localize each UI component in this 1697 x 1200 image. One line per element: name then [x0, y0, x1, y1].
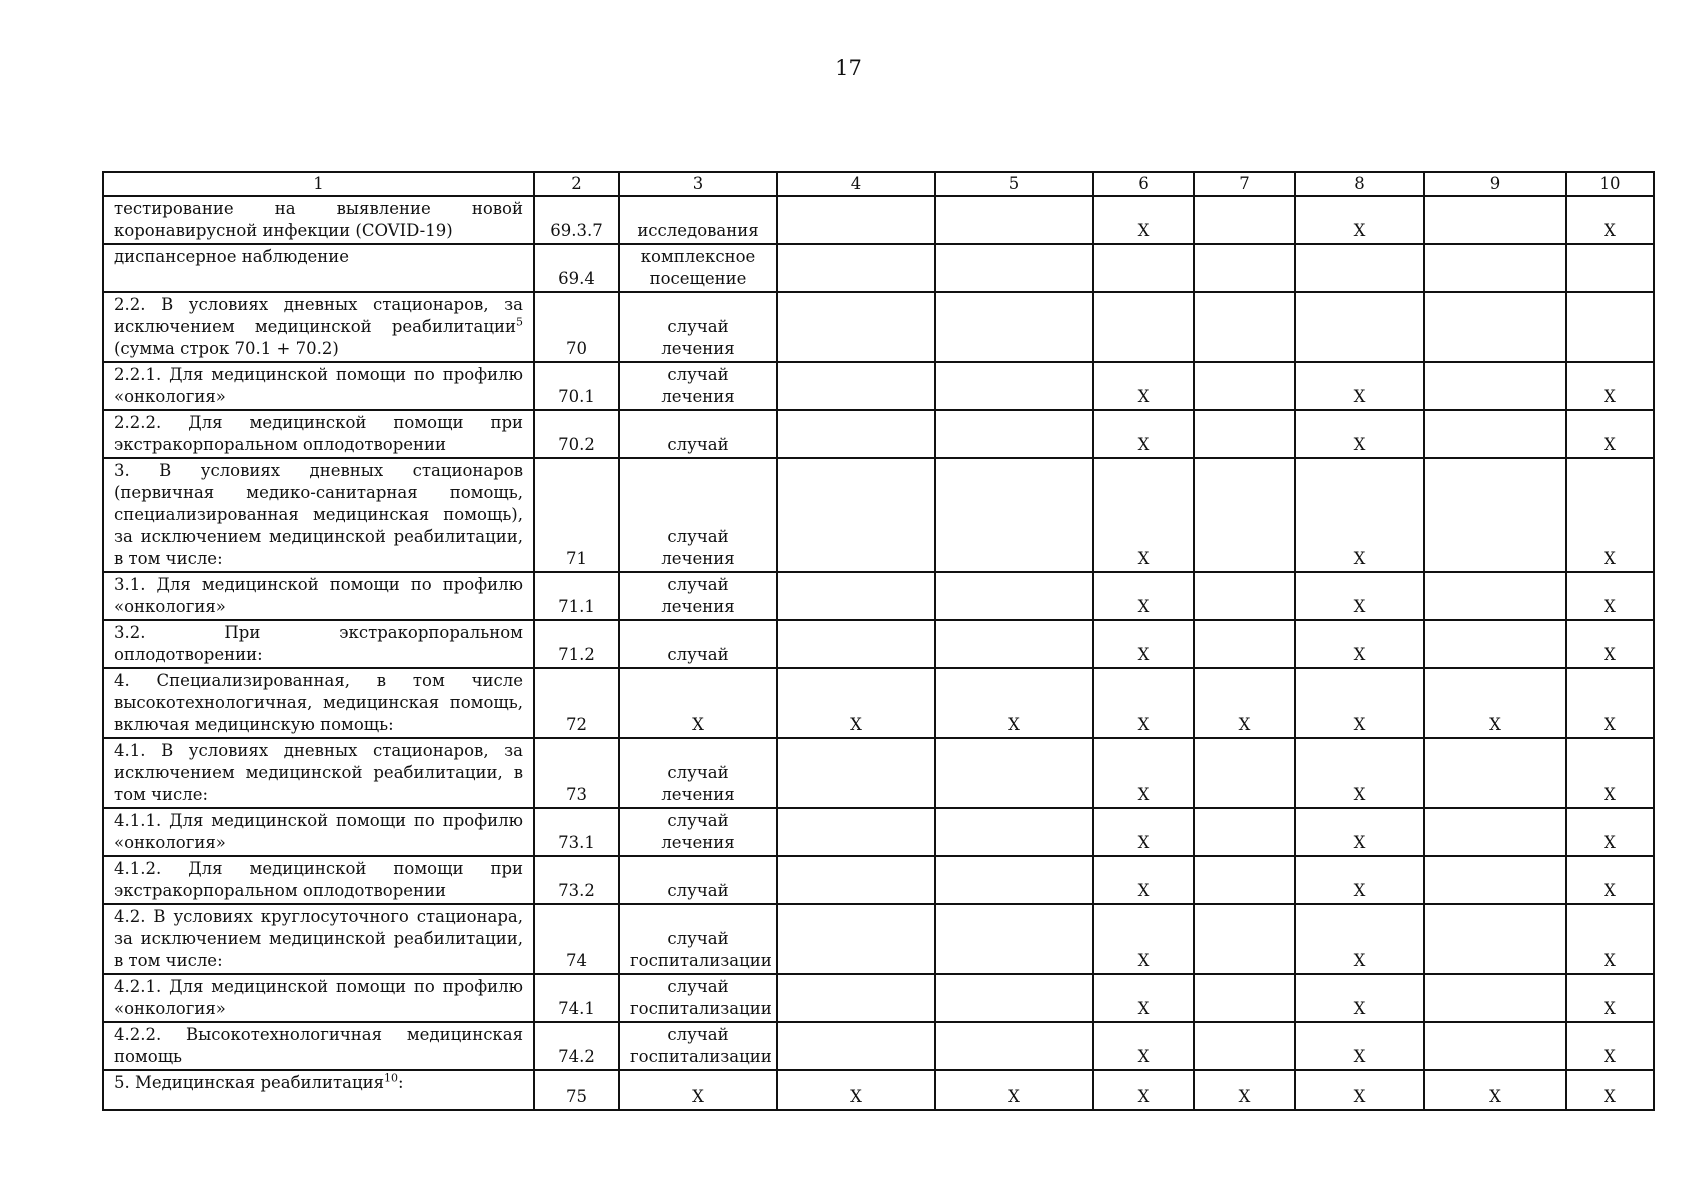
- row-name: 3.1. Для медицинской помощи по профилю «онкология»: [114, 575, 523, 616]
- cell-col-10: X: [1566, 458, 1654, 572]
- cell-col-4: [777, 974, 935, 1022]
- row-name-cell: [103, 362, 534, 410]
- column-header: 10: [1566, 172, 1654, 196]
- table-row: [103, 458, 1654, 572]
- cell-col-5: [935, 196, 1093, 244]
- row-name: 2.2. В условиях дневных стационаров, за исключением медицинской реабилитации: [114, 295, 523, 336]
- cell-col-10: X: [1566, 1022, 1654, 1070]
- cell-col-8: X: [1295, 904, 1424, 974]
- cell-col-5: [935, 974, 1093, 1022]
- cell-col-5: [935, 738, 1093, 808]
- row-code: 70: [534, 292, 619, 362]
- cell-col-7: [1194, 362, 1295, 410]
- cell-col-7: [1194, 196, 1295, 244]
- row-unit: комплексное посещение: [619, 244, 777, 292]
- row-name-cell: [103, 196, 534, 244]
- cell-col-5: [935, 1022, 1093, 1070]
- cell-col-4: X: [777, 668, 935, 738]
- cell-col-8: X: [1295, 1022, 1424, 1070]
- cell-col-4: [777, 572, 935, 620]
- row-name: 3.2. При экстракорпоральном оплодотворении:: [114, 623, 523, 664]
- cell-col-9: [1424, 362, 1566, 410]
- row-name-cell: [103, 738, 534, 808]
- row-unit: случай лечения: [619, 808, 777, 856]
- cell-col-6: X: [1093, 808, 1194, 856]
- column-header: 8: [1295, 172, 1424, 196]
- row-name-cell: [103, 668, 534, 738]
- cell-col-6: X: [1093, 856, 1194, 904]
- cell-col-7: [1194, 244, 1295, 292]
- cell-col-5: [935, 856, 1093, 904]
- cell-col-7: [1194, 458, 1295, 572]
- row-unit: X: [619, 1070, 777, 1110]
- cell-col-6: X: [1093, 1022, 1194, 1070]
- row-unit: случай: [619, 856, 777, 904]
- cell-col-9: [1424, 620, 1566, 668]
- row-unit: случай лечения: [619, 458, 777, 572]
- column-header: 3: [619, 172, 777, 196]
- cell-col-10: X: [1566, 196, 1654, 244]
- row-name: 4.2. В условиях круглосуточного стационара, за исключением медицинской реабилитации, в том числе:: [114, 907, 523, 970]
- cell-col-10: [1566, 292, 1654, 362]
- cell-col-9: [1424, 196, 1566, 244]
- table-row: [103, 1070, 1654, 1110]
- cell-col-6: X: [1093, 196, 1194, 244]
- cell-col-8: X: [1295, 1070, 1424, 1110]
- cell-col-7: X: [1194, 668, 1295, 738]
- row-name-cell: [103, 904, 534, 974]
- cell-col-9: X: [1424, 1070, 1566, 1110]
- cell-col-7: [1194, 738, 1295, 808]
- cell-col-7: [1194, 856, 1295, 904]
- cell-col-9: [1424, 410, 1566, 458]
- row-name: 4.2.1. Для медицинской помощи по профилю «онкология»: [114, 977, 523, 1018]
- row-name: 3. В условиях дневных стационаров (первичная медико-санитарная помощь, специализированная медицинская помощь), за исключением медицинской реабилитации, в том числе:: [114, 461, 523, 568]
- cell-col-9: X: [1424, 668, 1566, 738]
- cell-col-10: X: [1566, 856, 1654, 904]
- row-code: 73.2: [534, 856, 619, 904]
- cell-col-6: [1093, 292, 1194, 362]
- cell-col-10: X: [1566, 668, 1654, 738]
- cell-col-8: X: [1295, 738, 1424, 808]
- cell-col-10: X: [1566, 620, 1654, 668]
- cell-col-8: X: [1295, 856, 1424, 904]
- cell-col-7: [1194, 974, 1295, 1022]
- cell-col-7: [1194, 904, 1295, 974]
- cell-col-9: [1424, 458, 1566, 572]
- cell-col-6: X: [1093, 668, 1194, 738]
- row-unit: случай лечения: [619, 292, 777, 362]
- cell-col-6: X: [1093, 904, 1194, 974]
- cell-col-4: [777, 410, 935, 458]
- cell-col-8: X: [1295, 808, 1424, 856]
- row-unit: случай лечения: [619, 572, 777, 620]
- row-name: 4.1. В условиях дневных стационаров, за исключением медицинской реабилитации, в том числе:: [114, 741, 523, 804]
- row-name-cell: [103, 974, 534, 1022]
- row-unit: случай: [619, 620, 777, 668]
- cell-col-4: [777, 1022, 935, 1070]
- cell-col-4: [777, 292, 935, 362]
- row-name: диспансерное наблюдение: [114, 247, 350, 266]
- cell-col-7: [1194, 620, 1295, 668]
- cell-col-9: [1424, 856, 1566, 904]
- cell-col-4: [777, 362, 935, 410]
- table-row: [103, 244, 1654, 292]
- cell-col-8: X: [1295, 572, 1424, 620]
- cell-col-6: X: [1093, 1070, 1194, 1110]
- table-row: [103, 668, 1654, 738]
- cell-col-5: X: [935, 668, 1093, 738]
- cell-col-8: X: [1295, 362, 1424, 410]
- row-unit: X: [619, 668, 777, 738]
- row-unit: случай госпитализации: [619, 974, 777, 1022]
- row-name: тестирование на выявление новой коронавирусной инфекции (COVID-19): [114, 199, 523, 240]
- row-name-cell: [103, 244, 534, 292]
- row-code: 70.1: [534, 362, 619, 410]
- table-row: [103, 362, 1654, 410]
- column-header: 4: [777, 172, 935, 196]
- row-code: 71.2: [534, 620, 619, 668]
- cell-col-9: [1424, 974, 1566, 1022]
- cell-col-7: [1194, 292, 1295, 362]
- row-unit: случай лечения: [619, 738, 777, 808]
- cell-col-4: [777, 620, 935, 668]
- cell-col-8: [1295, 292, 1424, 362]
- table-row: [103, 856, 1654, 904]
- row-name-cell: [103, 856, 534, 904]
- cell-col-4: [777, 856, 935, 904]
- cell-col-4: [777, 244, 935, 292]
- row-code: 69.3.7: [534, 196, 619, 244]
- header-row: [103, 172, 1654, 196]
- page-number: 17: [835, 56, 862, 80]
- table-row: [103, 738, 1654, 808]
- row-code: 72: [534, 668, 619, 738]
- table-row: [103, 196, 1654, 244]
- footnote-marker: 5: [516, 315, 523, 329]
- cell-col-8: X: [1295, 458, 1424, 572]
- table-row: [103, 1022, 1654, 1070]
- cell-col-6: X: [1093, 362, 1194, 410]
- cell-col-10: X: [1566, 572, 1654, 620]
- cell-col-5: [935, 904, 1093, 974]
- row-name: 2.2.1. Для медицинской помощи по профилю «онкология»: [114, 365, 523, 406]
- cell-col-8: X: [1295, 974, 1424, 1022]
- row-code: 73: [534, 738, 619, 808]
- cell-col-7: X: [1194, 1070, 1295, 1110]
- cell-col-5: X: [935, 1070, 1093, 1110]
- cell-col-8: X: [1295, 620, 1424, 668]
- column-header: 9: [1424, 172, 1566, 196]
- cell-col-10: X: [1566, 808, 1654, 856]
- cell-col-9: [1424, 244, 1566, 292]
- row-name-cell: [103, 292, 534, 362]
- row-code: 74: [534, 904, 619, 974]
- cell-col-6: X: [1093, 974, 1194, 1022]
- cell-col-10: X: [1566, 410, 1654, 458]
- row-unit: случай госпитализации: [619, 904, 777, 974]
- cell-col-9: [1424, 904, 1566, 974]
- row-name-cell: [103, 1022, 534, 1070]
- cell-col-10: X: [1566, 738, 1654, 808]
- row-code: 74.2: [534, 1022, 619, 1070]
- cell-col-8: [1295, 244, 1424, 292]
- row-code: 71.1: [534, 572, 619, 620]
- cell-col-8: X: [1295, 410, 1424, 458]
- cell-col-4: X: [777, 1070, 935, 1110]
- cell-col-10: X: [1566, 904, 1654, 974]
- row-name-tail: (сумма строк 70.1 + 70.2): [114, 339, 339, 358]
- cell-col-5: [935, 292, 1093, 362]
- cell-col-5: [935, 458, 1093, 572]
- row-code: 70.2: [534, 410, 619, 458]
- cell-col-9: [1424, 572, 1566, 620]
- row-code: 73.1: [534, 808, 619, 856]
- row-unit: случай лечения: [619, 362, 777, 410]
- row-name: 4.1.2. Для медицинской помощи при экстракорпоральном оплодотворении: [114, 859, 523, 900]
- row-name: 2.2.2. Для медицинской помощи при экстракорпоральном оплодотворении: [114, 413, 523, 454]
- row-code: 69.4: [534, 244, 619, 292]
- cell-col-7: [1194, 808, 1295, 856]
- table-row: [103, 620, 1654, 668]
- cell-col-6: X: [1093, 738, 1194, 808]
- cell-col-6: [1093, 244, 1194, 292]
- row-name-cell: [103, 620, 534, 668]
- table-row: [103, 808, 1654, 856]
- row-code: 75: [534, 1070, 619, 1110]
- cell-col-7: [1194, 410, 1295, 458]
- table-row: [103, 410, 1654, 458]
- row-name: 4.2.2. Высокотехнологичная медицинская помощь: [114, 1025, 523, 1066]
- cell-col-10: X: [1566, 1070, 1654, 1110]
- cell-col-10: X: [1566, 974, 1654, 1022]
- cell-col-10: X: [1566, 362, 1654, 410]
- cell-col-6: X: [1093, 410, 1194, 458]
- cell-col-5: [935, 362, 1093, 410]
- row-name-cell: [103, 808, 534, 856]
- row-unit: случай: [619, 410, 777, 458]
- column-header: 5: [935, 172, 1093, 196]
- table-row: [103, 974, 1654, 1022]
- cell-col-4: [777, 738, 935, 808]
- footnote-marker: 10: [384, 1071, 399, 1085]
- cell-col-5: [935, 410, 1093, 458]
- cell-col-7: [1194, 1022, 1295, 1070]
- row-name-tail: :: [398, 1073, 404, 1092]
- row-name-cell: [103, 572, 534, 620]
- cell-col-5: [935, 620, 1093, 668]
- row-name: 5. Медицинская реабилитация: [114, 1073, 385, 1092]
- column-header: 2: [534, 172, 619, 196]
- row-unit: исследования: [619, 196, 777, 244]
- cell-col-4: [777, 904, 935, 974]
- cell-col-7: [1194, 572, 1295, 620]
- cell-col-4: [777, 458, 935, 572]
- cell-col-8: X: [1295, 668, 1424, 738]
- row-name-cell: [103, 1070, 534, 1110]
- cell-col-5: [935, 244, 1093, 292]
- column-header: 6: [1093, 172, 1194, 196]
- row-name: 4.1.1. Для медицинской помощи по профилю «онкология»: [114, 811, 523, 852]
- row-code: 71: [534, 458, 619, 572]
- column-header: 1: [103, 172, 534, 196]
- cell-col-6: X: [1093, 572, 1194, 620]
- table-row: [103, 904, 1654, 974]
- cell-col-6: X: [1093, 620, 1194, 668]
- cell-col-5: [935, 572, 1093, 620]
- table-row: [103, 292, 1654, 362]
- row-name-cell: [103, 458, 534, 572]
- cell-col-8: X: [1295, 196, 1424, 244]
- cell-col-9: [1424, 1022, 1566, 1070]
- data-table: [102, 171, 1655, 1111]
- row-name: 4. Специализированная, в том числе высокотехнологичная, медицинская помощь, включая медицинскую помощь:: [114, 671, 523, 734]
- cell-col-9: [1424, 808, 1566, 856]
- cell-col-6: X: [1093, 458, 1194, 572]
- table-row: [103, 572, 1654, 620]
- cell-col-9: [1424, 292, 1566, 362]
- cell-col-10: [1566, 244, 1654, 292]
- cell-col-4: [777, 196, 935, 244]
- cell-col-9: [1424, 738, 1566, 808]
- column-header: 7: [1194, 172, 1295, 196]
- row-name-cell: [103, 410, 534, 458]
- cell-col-5: [935, 808, 1093, 856]
- row-code: 74.1: [534, 974, 619, 1022]
- cell-col-4: [777, 808, 935, 856]
- row-unit: случай госпитализации: [619, 1022, 777, 1070]
